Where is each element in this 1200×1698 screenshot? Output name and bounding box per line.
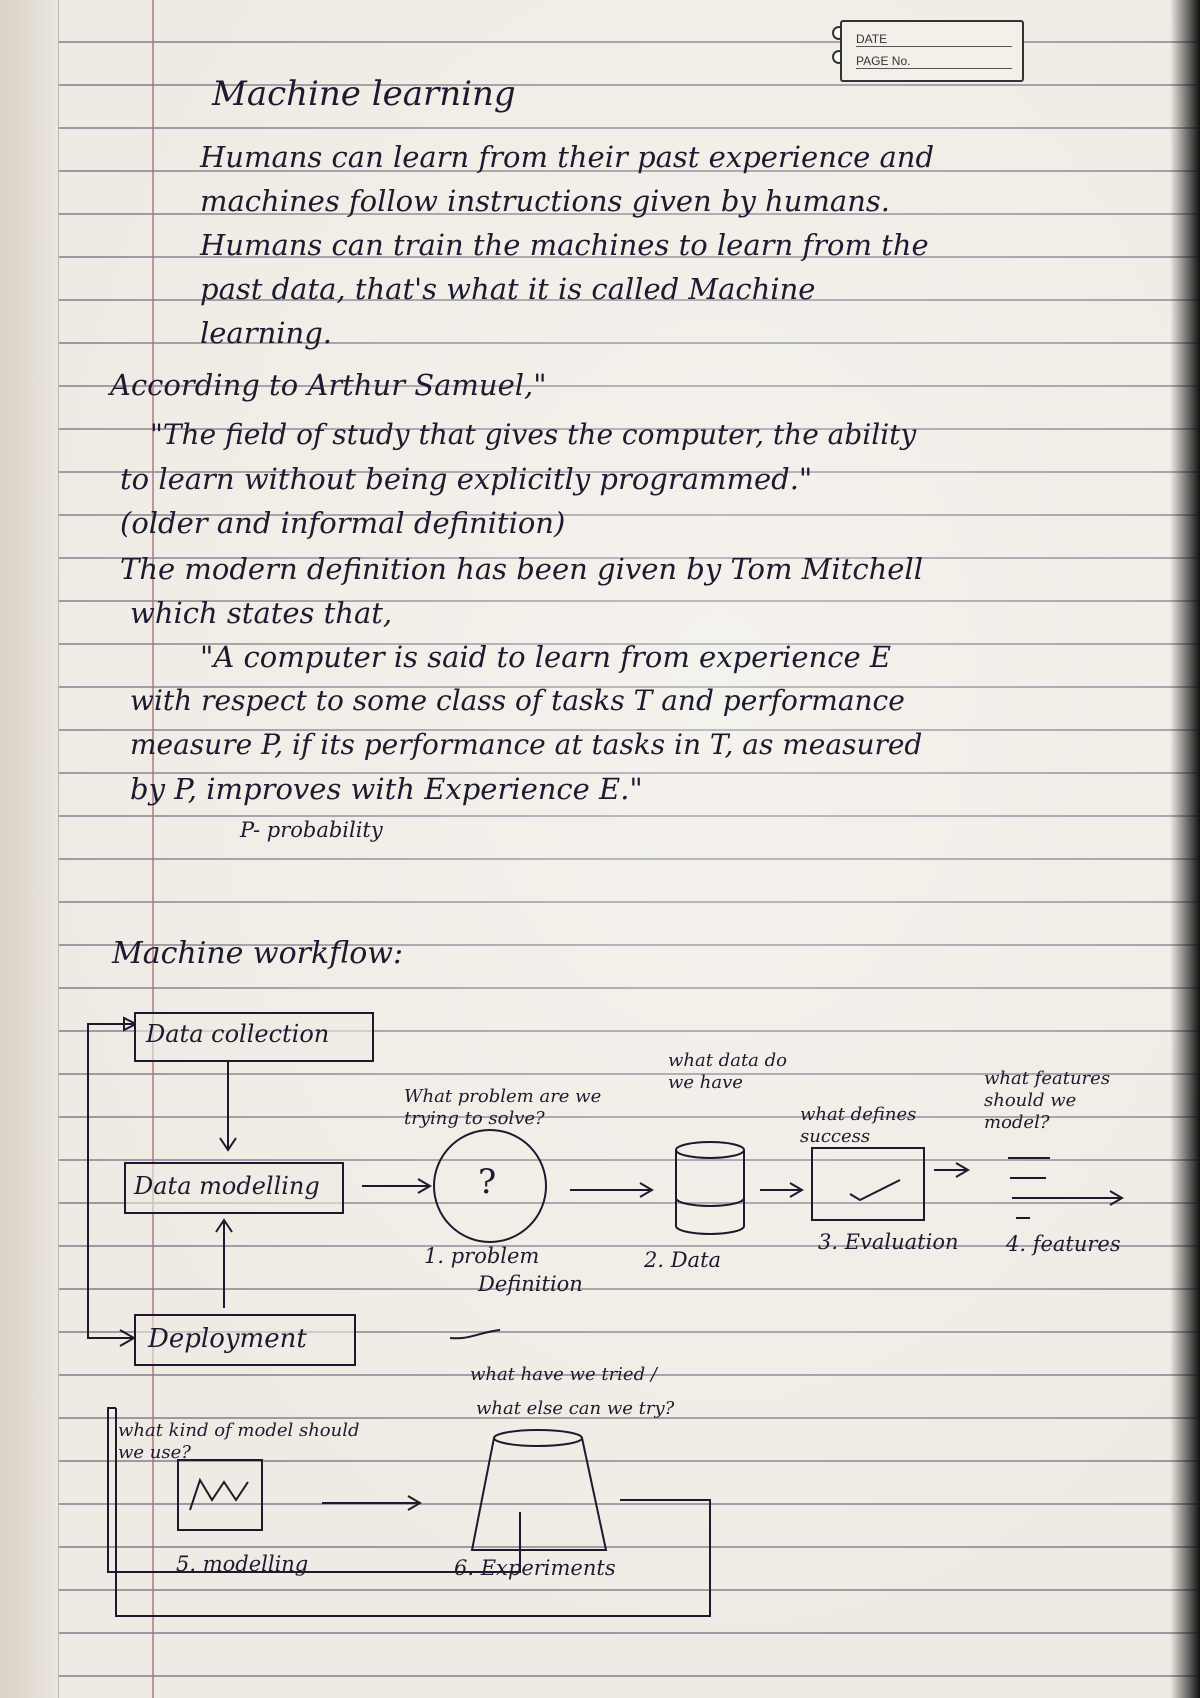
step-2-label: 2. Data (644, 1248, 722, 1272)
intro-line: machines follow instructions given by humans. (200, 184, 890, 218)
probability-note: P- probability (240, 818, 383, 842)
mitchell-line: The modern definition has been given by Tom Mitchell (120, 552, 923, 586)
data-collection-label: Data collection (146, 1020, 330, 1048)
intro-line: Humans can learn from their past experience and (200, 140, 935, 174)
page-title: Machine learning (212, 74, 516, 114)
mitchell-quote-line: by P, improves with Experience E." (130, 772, 643, 806)
intro-line: learning. (200, 316, 333, 350)
mitchell-line: which states that, (130, 596, 393, 630)
intro-line: Humans can train the machines to learn from the (200, 228, 929, 262)
data-modelling-box (124, 1162, 344, 1214)
step-5-label: 5. modelling (176, 1552, 309, 1576)
step-1-sublabel: Definition (478, 1272, 583, 1296)
data-modelling-label: Data modelling (134, 1172, 320, 1200)
checkmark-icon (850, 1180, 900, 1200)
tried-question: what have we tried / (470, 1364, 657, 1385)
mitchell-quote-line: "A computer is said to learn from experience E (200, 640, 892, 674)
step-6-label: 6. Experiments (454, 1556, 616, 1580)
deployment-box (134, 1314, 356, 1366)
data-question: what data do we have (668, 1050, 787, 1093)
arrow-to-deployment (450, 1330, 500, 1338)
modelling-box (178, 1460, 262, 1530)
experiment-icon (472, 1438, 606, 1550)
success-question: what defines success (800, 1104, 917, 1147)
evaluation-box (812, 1148, 924, 1220)
samuel-line: According to Arthur Samuel," (110, 368, 547, 402)
database-icon (676, 1226, 744, 1234)
date-label: DATE (856, 32, 888, 46)
database-icon (676, 1142, 744, 1158)
else-question: what else can we try? (476, 1398, 675, 1419)
step-3-label: 3. Evaluation (818, 1230, 959, 1254)
workflow-title: Machine workflow: (112, 936, 404, 971)
experiment-icon (494, 1430, 582, 1446)
samuel-note: (older and informal definition) (120, 506, 566, 540)
page-no-label: PAGE No. (856, 54, 911, 68)
problem-symbol: ? (478, 1162, 497, 1202)
mitchell-quote-line: measure P, if its performance at tasks in T, as measured (130, 728, 923, 761)
step-4-label: 4. features (1006, 1232, 1121, 1256)
step-1-label: 1. problem (424, 1244, 540, 1268)
data-collection-box (134, 1012, 374, 1062)
problem-question: What problem are we trying to solve? (404, 1086, 602, 1129)
database-icon (676, 1198, 744, 1206)
features-question: what features should we model? (984, 1068, 1111, 1133)
samuel-quote-line: to learn without being explicitly programmed." (120, 462, 813, 496)
samuel-quote-line: "The field of study that gives the computer, the ability (150, 418, 917, 451)
model-graph-icon (190, 1480, 248, 1510)
deployment-label: Deployment (148, 1324, 307, 1354)
mitchell-quote-line: with respect to some class of tasks T and performance (130, 684, 905, 717)
intro-line: past data, that's what it is called Machine (200, 272, 816, 306)
model-question: what kind of model should we use? (118, 1420, 360, 1463)
